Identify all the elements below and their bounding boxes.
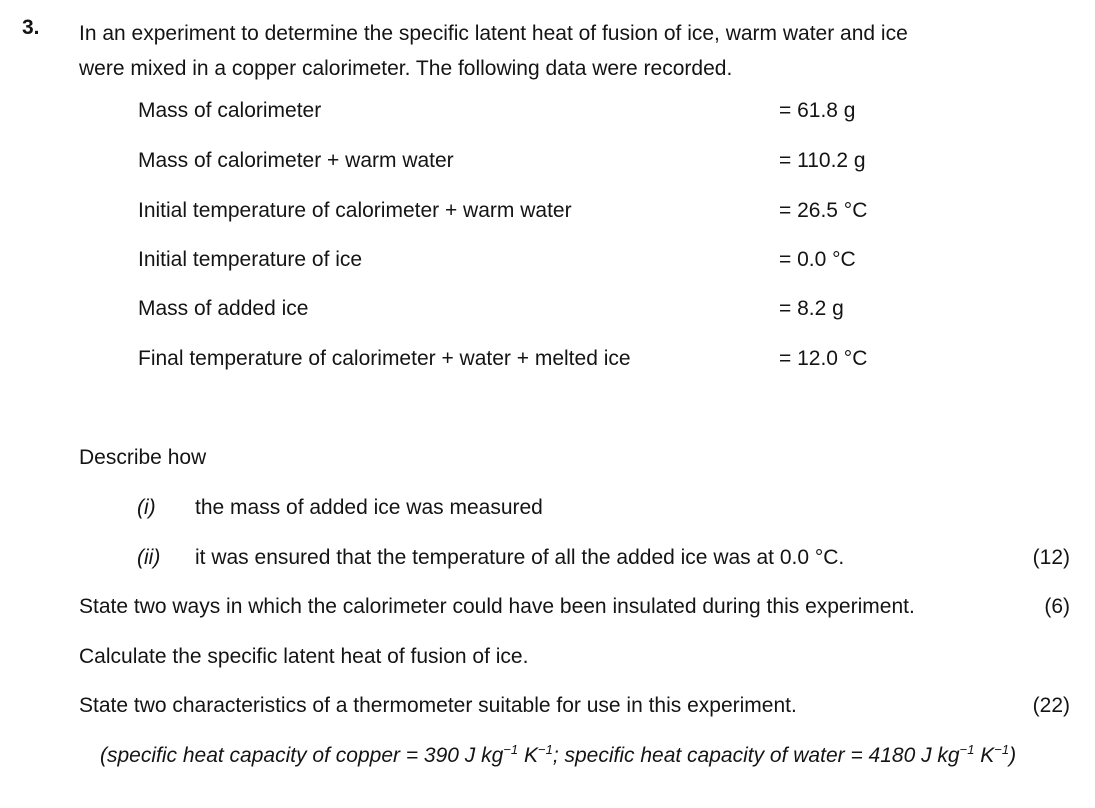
part-text-i: the mass of added ice was measured bbox=[195, 496, 543, 519]
instruction-insulation: State two ways in which the calorimeter could have been insulated during this experiment. bbox=[79, 595, 915, 618]
constant-copper-text: (specific heat capacity of copper = 390 J kg bbox=[100, 744, 504, 767]
marks-thermometer: (22) bbox=[1032, 694, 1070, 717]
data-label-mass-ice: Mass of added ice bbox=[138, 297, 309, 320]
data-label-mass-calorimeter: Mass of calorimeter bbox=[138, 99, 322, 122]
exponent: −1 bbox=[537, 742, 553, 757]
part-text-ii: it was ensured that the temperature of all the added ice was at 0.0 °C. bbox=[195, 546, 845, 569]
data-value-mass-calorimeter-water: = 110.2 g bbox=[779, 149, 866, 172]
instruction-calculate: Calculate the specific latent heat of fusion of ice. bbox=[79, 645, 529, 668]
data-value-initial-temp-ice: = 0.0 °C bbox=[779, 248, 856, 271]
constant-water-text: ; specific heat capacity of water = 4180 J kg bbox=[552, 744, 960, 767]
exponent: −1 bbox=[994, 742, 1010, 757]
data-value-initial-temp-water: = 26.5 °C bbox=[779, 199, 868, 222]
constants-note bbox=[100, 744, 1016, 768]
closing-paren: ) bbox=[1009, 744, 1017, 767]
kelvin-unit: K bbox=[518, 744, 538, 767]
marks-describe: (12) bbox=[1032, 546, 1070, 569]
data-value-final-temp: = 12.0 °C bbox=[779, 347, 868, 370]
data-value-mass-calorimeter: = 61.8 g bbox=[779, 99, 856, 122]
data-label-final-temp: Final temperature of calorimeter + water + melted ice bbox=[138, 347, 631, 370]
intro-line-2: were mixed in a copper calorimeter. The following data were recorded. bbox=[79, 57, 733, 80]
part-number-ii: (ii) bbox=[137, 546, 161, 569]
intro-line-1: In an experiment to determine the specific latent heat of fusion of ice, warm water and ice bbox=[79, 22, 908, 45]
kelvin-unit: K bbox=[974, 744, 995, 767]
data-label-mass-calorimeter-water: Mass of calorimeter + warm water bbox=[138, 149, 454, 172]
question-intro bbox=[79, 16, 908, 86]
part-number-i: (i) bbox=[137, 496, 156, 519]
data-label-initial-temp-ice: Initial temperature of ice bbox=[138, 248, 363, 271]
data-label-initial-temp-water: Initial temperature of calorimeter + warm water bbox=[138, 199, 572, 222]
exponent: −1 bbox=[959, 742, 975, 757]
data-value-mass-ice: = 8.2 g bbox=[779, 297, 844, 320]
exponent: −1 bbox=[503, 742, 519, 757]
marks-insulation: (6) bbox=[1044, 595, 1070, 618]
question-number: 3. bbox=[22, 16, 40, 39]
describe-heading: Describe how bbox=[79, 446, 207, 469]
instruction-thermometer: State two characteristics of a thermometer suitable for use in this experiment. bbox=[79, 694, 797, 717]
